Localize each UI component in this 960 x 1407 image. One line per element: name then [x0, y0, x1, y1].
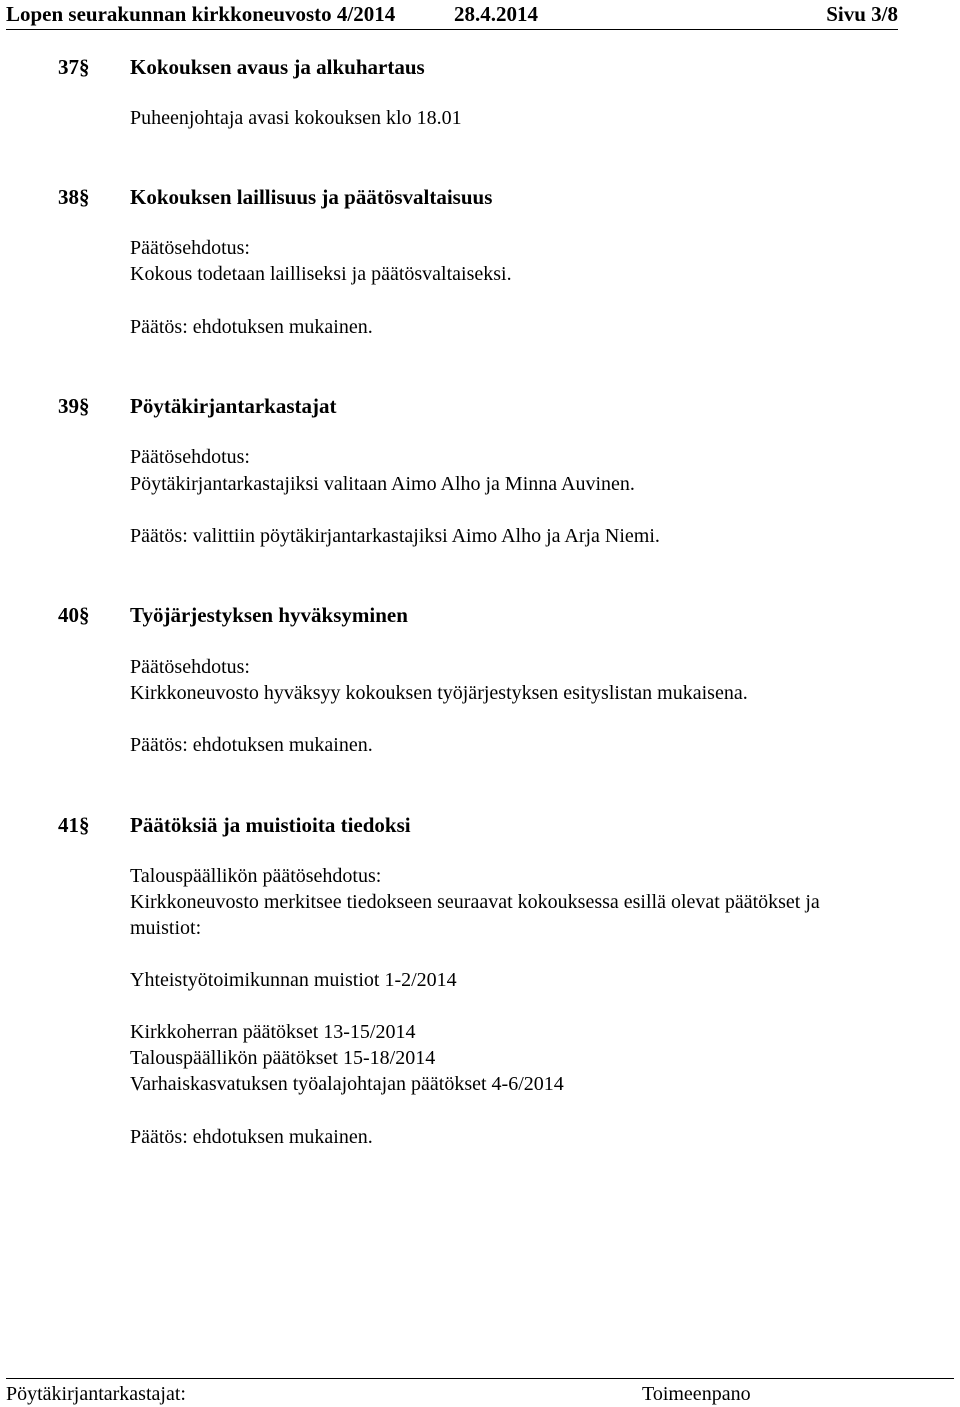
section-number: 38§: [58, 185, 90, 209]
decision-text: Päätös: valittiin pöytäkirjantarkastajiksi Aimo Alho ja Arja Niemi.: [130, 525, 660, 547]
proposal-label: Päätösehdotus:: [130, 237, 250, 259]
section-37-text: Puheenjohtaja avasi kokouksen klo 18.01: [130, 107, 462, 129]
decision-text: Päätös: ehdotuksen mukainen.: [130, 316, 373, 338]
page-number: Sivu 3/8: [826, 2, 898, 26]
section-number: 37§: [58, 55, 90, 79]
section-title: Päätöksiä ja muistioita tiedoksi: [130, 813, 411, 837]
section-37-heading: [58, 54, 425, 80]
section-number: 40§: [58, 603, 90, 627]
proposal-label: Päätösehdotus:: [130, 656, 250, 678]
meeting-date: 28.4.2014: [454, 2, 538, 26]
section-title: Kokouksen avaus ja alkuhartaus: [130, 55, 425, 79]
footer-execution-label: Toimeenpano: [642, 1383, 751, 1405]
section-title: Työjärjestyksen hyväksyminen: [130, 603, 408, 627]
page-footer: [6, 1378, 954, 1405]
decision-item: Varhaiskasvatuksen työalajohtajan päätökset 4-6/2014: [130, 1073, 564, 1095]
proposal-text: Kirkkoneuvosto merkitsee tiedokseen seuraavat kokouksessa esillä olevat päätökset ja: [130, 891, 820, 913]
section-41-heading: [58, 812, 411, 838]
decision-item: Talouspäällikön päätökset 15-18/2014: [130, 1047, 436, 1069]
decision-text: Päätös: ehdotuksen mukainen.: [130, 734, 373, 756]
proposal-text: Kirkkoneuvosto hyväksyy kokouksen työjärjestyksen esityslistan mukaisena.: [130, 682, 748, 704]
section-title: Pöytäkirjantarkastajat: [130, 394, 337, 418]
proposal-label: Talouspäällikön päätösehdotus:: [130, 865, 382, 887]
proposal-text: Kokous todetaan lailliseksi ja päätösvaltaiseksi.: [130, 263, 512, 285]
proposal-label: Päätösehdotus:: [130, 446, 250, 468]
decision-item: Kirkkoherran päätökset 13-15/2014: [130, 1021, 416, 1043]
section-38-heading: [58, 184, 492, 210]
section-number: 39§: [58, 394, 90, 418]
footer-inspectors-label: Pöytäkirjantarkastajat:: [6, 1383, 186, 1405]
document-title: Lopen seurakunnan kirkkoneuvosto 4/2014: [6, 2, 396, 26]
page-header: [6, 0, 898, 30]
proposal-text: muistiot:: [130, 917, 202, 939]
section-title: Kokouksen laillisuus ja päätösvaltaisuus: [130, 185, 493, 209]
proposal-text: Pöytäkirjantarkastajiksi valitaan Aimo Alho ja Minna Auvinen.: [130, 473, 635, 495]
section-39-heading: [58, 393, 336, 419]
section-40-heading: [58, 602, 408, 628]
decision-text: Päätös: ehdotuksen mukainen.: [130, 1126, 373, 1148]
section-number: 41§: [58, 813, 90, 837]
memo-item: Yhteistyötoimikunnan muistiot 1-2/2014: [130, 969, 457, 991]
